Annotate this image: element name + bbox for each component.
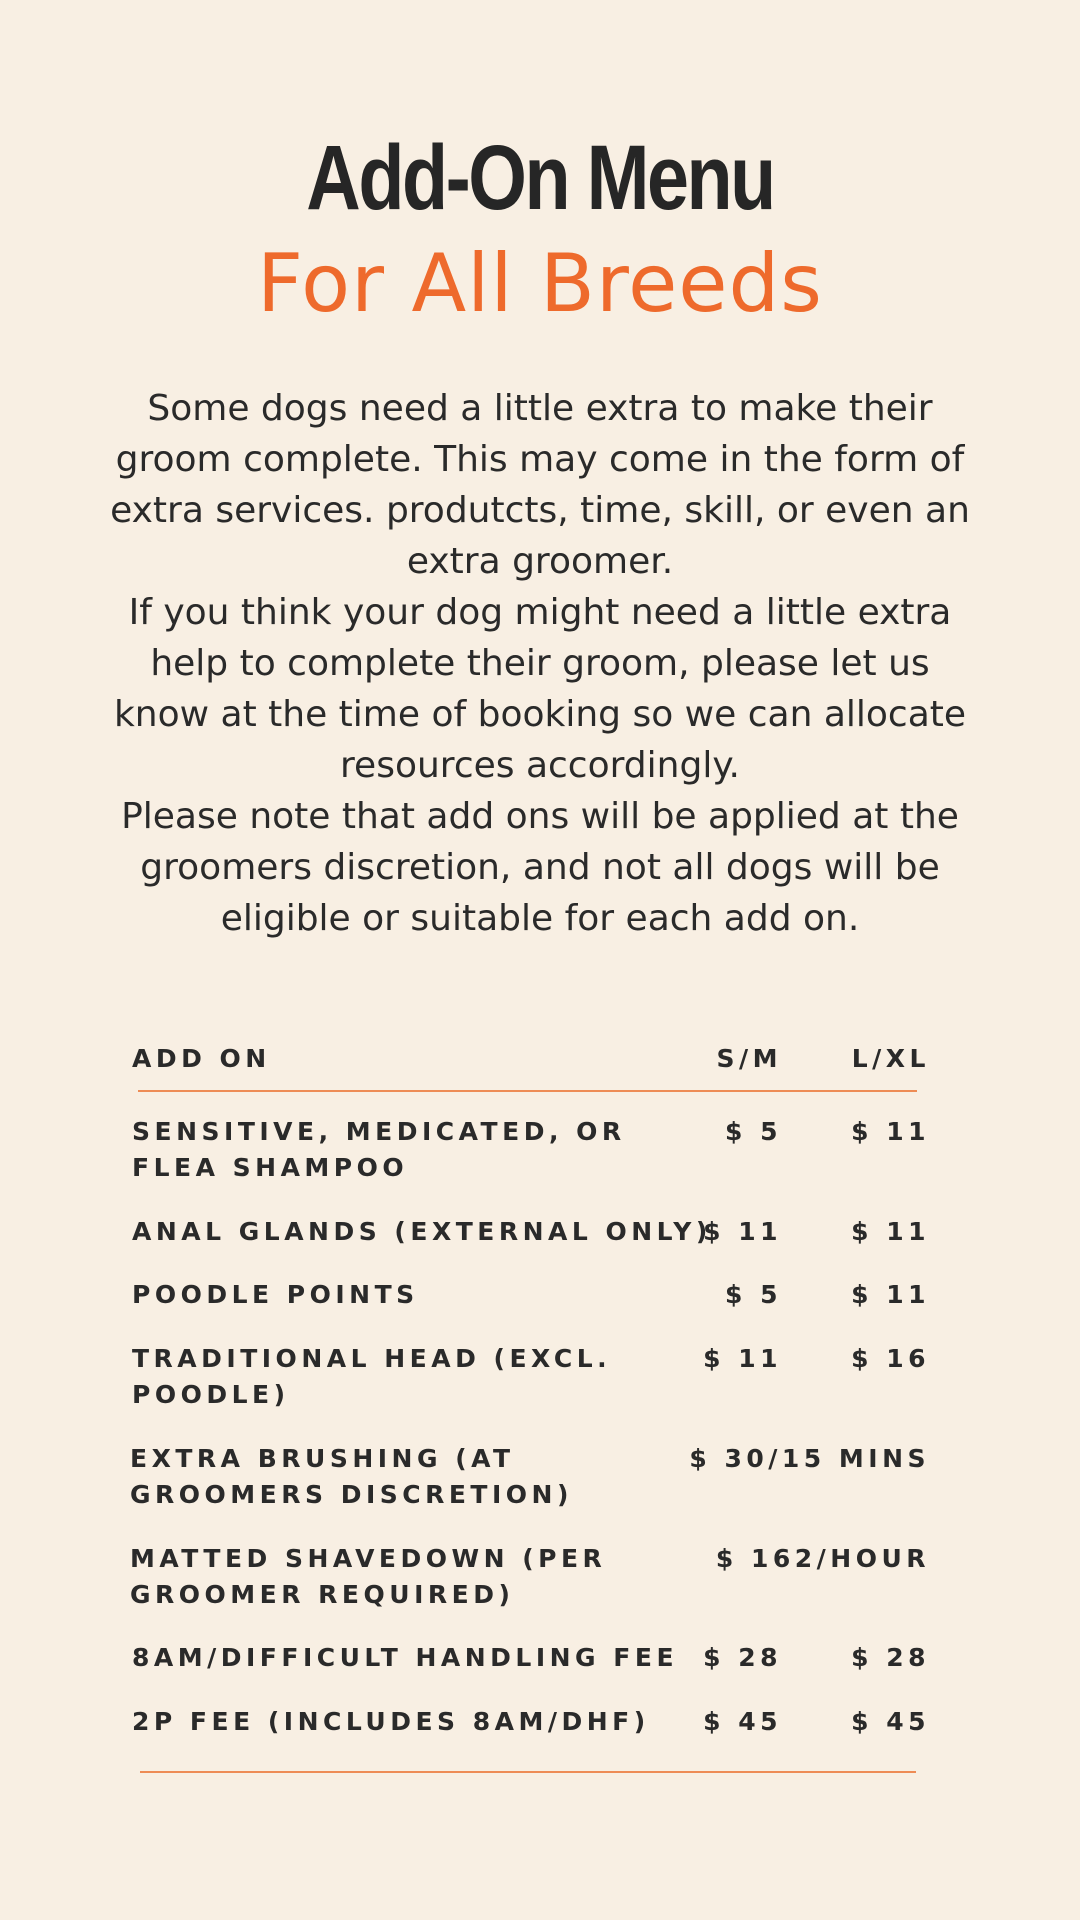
price-lxl: $ 28 [851,1643,930,1672]
add-on-name: POODLE POINTS [132,1280,419,1309]
column-header-sm: S/M [716,1044,782,1073]
add-on-name: 2P FEE (INCLUDES 8AM/DHF) [132,1707,650,1736]
price-lxl: $ 45 [851,1707,930,1736]
column-header-lxl: L/XL [851,1044,930,1073]
intro-paragraph: Some dogs need a little extra to make their groom complete. This may come in the form of extra services. produtcts, time, skill, or even an extra groomer. [110,388,970,582]
price-combined: $ 30/15 MINS [689,1444,930,1473]
header-divider [138,1090,917,1092]
price-lxl: $ 11 [851,1280,930,1309]
page-title: Add-On Menu [306,127,774,229]
add-on-name: ANAL GLANDS (EXTERNAL ONLY) [132,1217,712,1246]
add-on-name: 8AM/DIFFICULT HANDLING FEE [132,1643,679,1672]
price-sm: $ 5 [725,1280,782,1309]
price-sm: $ 28 [703,1643,782,1672]
price-lxl: $ 16 [851,1344,930,1373]
page-subtitle: For All Breeds [257,237,823,330]
price-sm: $ 45 [703,1707,782,1736]
price-sm: $ 11 [703,1344,782,1373]
price-lxl: $ 11 [851,1217,930,1246]
price-sm: $ 11 [703,1217,782,1246]
add-on-name: EXTRA BRUSHING (AT GROOMERS DISCRETION) [130,1444,573,1509]
add-on-name: MATTED SHAVEDOWN (PER GROOMER REQUIRED) [130,1544,607,1609]
price-sm: $ 5 [725,1117,782,1146]
add-on-name: TRADITIONAL HEAD (EXCL. POODLE) [132,1344,612,1409]
price-lxl: $ 11 [851,1117,930,1146]
price-combined: $ 162/HOUR [715,1544,930,1573]
table-bottom-divider [140,1771,916,1773]
column-header-add-on: ADD ON [132,1044,271,1073]
add-on-name: SENSITIVE, MEDICATED, OR FLEA SHAMPOO [132,1117,626,1182]
intro-paragraph: Please note that add ons will be applied at the groomers discretion, and not all dogs will be eligible or suitable for each add on. [121,796,959,939]
intro-paragraph: If you think your dog might need a little extra help to complete their groom, please let us know at the time of booking so we can allocate resources accordingly. [113,592,967,786]
